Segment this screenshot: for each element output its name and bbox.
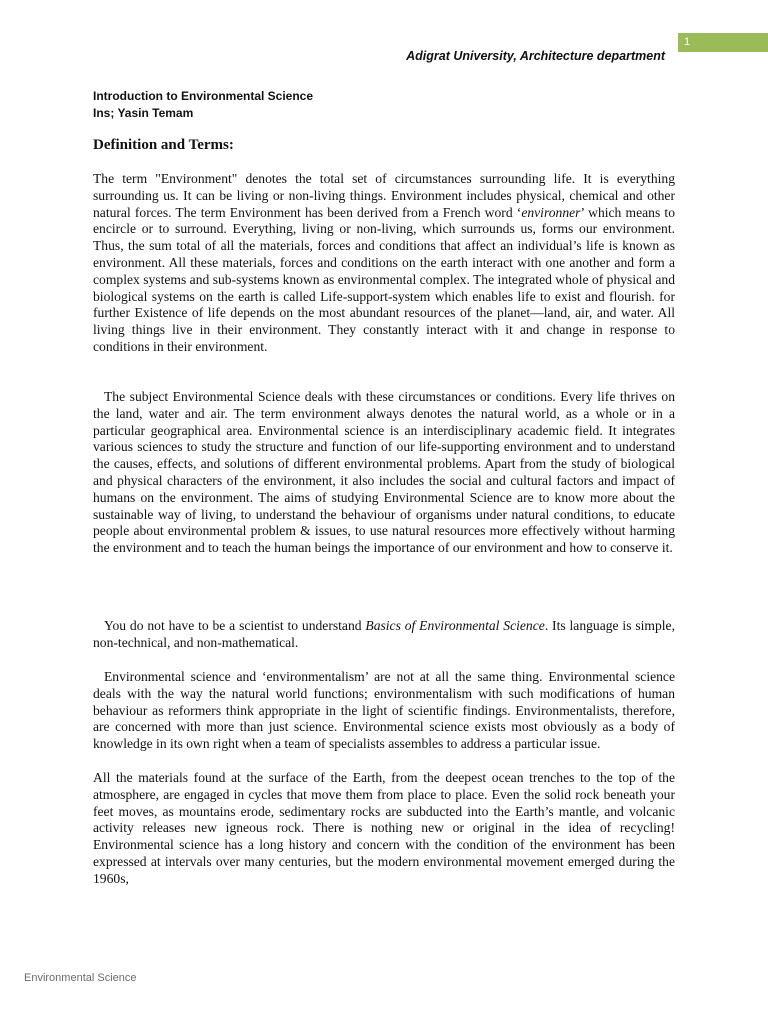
paragraph-environmentalism: Environmental science and ‘environmentalism’ are not at all the same thing. Environmental science deals with the way the natural world functions; environmentalism with such modifications of human behaviour as reformers think appropriate in the light of scientific findings. Environmentalists, therefore, are concerned with more than just science. Environmental science exists most obviously as a body of knowledge in its own right when a team of specialists assembles to address a particular issue. — [93, 669, 675, 752]
p3-text-a: You do not have to be a scientist to understand — [104, 618, 366, 633]
header-institution: Adigrat University, Architecture department — [406, 49, 665, 63]
p1-text-b: ’ which means to encircle or to surround. Everything, living or non-living, which surrounds us, forms our environment. Thus, the sum total of all the materials, forces and conditions that affect an individual’s life is known as environment. All these materials, forces and conditions on the earth interact with one another and form a complex systems and sub-systems known as environmental complex. The integrated whole of physical and biological systems on the earth is called Life-support-system which enables life to exist and flourish. for further Existence of life depends on the most abundant resources of the planet—land, air, and water. All living things live in their environment. They constantly interact with it and change in response to conditions in their environment. — [93, 204, 675, 354]
p3-text-b: . Its language is simple, non-technical, and non-mathematical. — [93, 618, 675, 650]
course-instructor: Ins; Yasin Temam — [93, 106, 194, 120]
p1-italic: environner — [521, 204, 581, 220]
paragraph-materials: All the materials found at the surface of the Earth, from the deepest ocean trenches to the top of the atmosphere, are engaged in cycles that move them from place to place. Even the solid rock beneath your feet moves, as mountains erode, sedimentary rocks are subducted into the Earth’s mantle, and volcanic activity releases new igneous rock. There is nothing new or original in the idea of recycling! Environmental science has a long history and concern with the condition of the environment has been expressed at intervals over many centuries, but the modern environmental movement emerged during the 1960s, — [93, 770, 675, 886]
paragraph-subject: The subject Environmental Science deals with these circumstances or conditions. Every life thrives on the land, water and air. The term environment always denotes the natural world, as a whole or in a particular geographical area. Environmental science is an interdisciplinary academic field. It integrates various sciences to study the structure and function of our life-supporting environment and to understand the causes, effects, and solutions of different environmental problems. Apart from the study of biological and physical characters of the environment, it also includes the social and cultural factors and impact of humans on the environment. The aims of studying Environmental Science are to know more about the sustainable way of living, to understand the behaviour of organisms under natural conditions, to educate people about environmental problem & issues, to use natural resources more effectively without harming the environment and to teach the human beings the importance of our environment and how to conserve it. — [93, 389, 675, 556]
p1-text-a: The term "Environment" denotes the total set of circumstances surrounding life. It is everything surrounding us. It can be living or non-living things. Environment includes physical, chemical and other natural forces. The term Environment has been derived from a French word ‘ — [93, 171, 675, 220]
footer-label: Environmental Science — [24, 972, 137, 984]
page-number-badge: 1 — [678, 33, 768, 52]
p3-italic: Basics of Environmental Science — [365, 618, 545, 633]
course-title: Introduction to Environmental Science — [93, 89, 314, 103]
paragraph-definition — [93, 171, 675, 356]
course-info — [93, 88, 313, 122]
section-title: Definition and Terms: — [93, 137, 234, 153]
paragraph-basics — [93, 618, 675, 652]
